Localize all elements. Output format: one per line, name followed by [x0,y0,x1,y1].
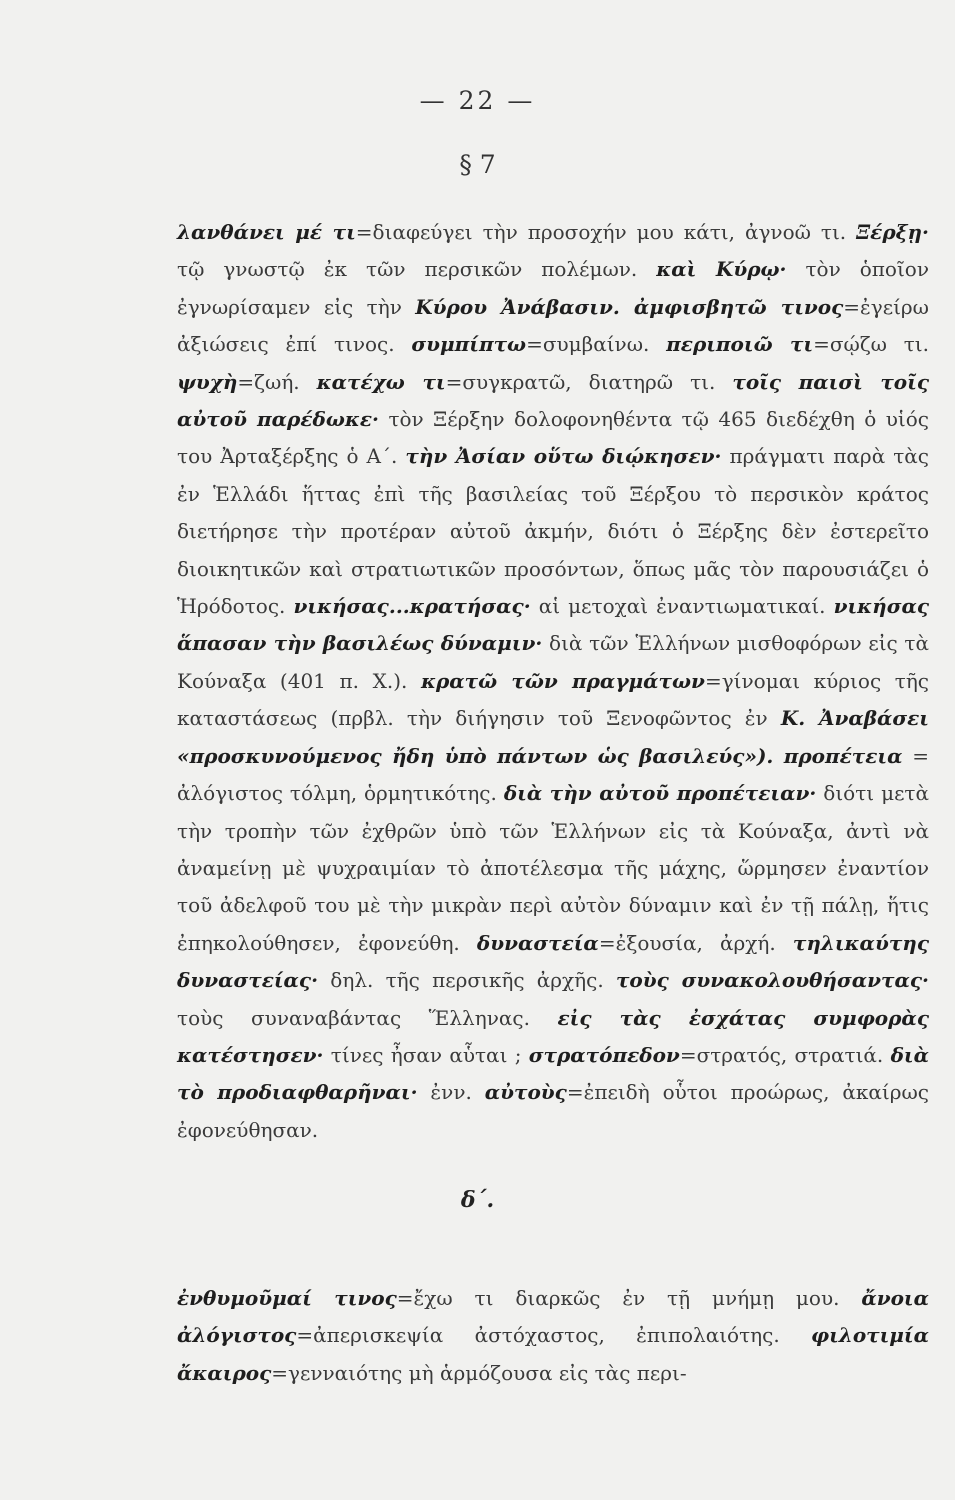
lemma-term: αὐτοὺς [484,1080,567,1105]
gloss-text: =ἐξουσία, ἀρχή. [598,930,793,955]
lemma-term: τὴν Ἀσίαν οὕτω διῴκησεν· [405,444,722,469]
lemma-term: λανθάνει μέ τι [177,220,356,244]
gloss-text: =γίνομαι κύριος τῆς καταστάσεως (πρβλ. τὴν διήγησιν τοῦ Ξενοφῶντος ἐν [177,668,929,731]
lemma-term: κατέχω τι [316,369,446,394]
gloss-text: =ἔχω τι διαρκῶς ἐν τῇ μνήμῃ μου. [396,1286,862,1310]
section-heading: § 7 [459,150,496,179]
gloss-text: =ἐπειδὴ οὗτοι προώρως, ἀκαίρως ἐφονεύθησαν. [177,1080,929,1142]
gloss-text: =γενναιότης μὴ ἁρμόζουσα εἰς τὰς περι- [271,1360,687,1385]
gloss-text: δηλ. τῆς περσικῆς ἀρχῆς. [318,968,616,993]
page-number: — 22 — [419,86,536,115]
gloss-text: = ἀλόγιστος τόλμη, ὁρμητικότης. [177,743,929,806]
lemma-term: περιποιῶ τι [666,332,814,357]
gloss-text: πράγματι παρὰ τὰς ἐν Ἑλλάδι ἥττας ἐπὶ τῆς βασιλείας τοῦ Ξέρξου τὸ περσικὸν κράτος διετήρησε τὴν προτέραν αὐτοῦ ἀκμήν, διότι ὁ Ξέρξης δὲν ἐστερεῖτο διοικητικῶν καὶ στρατιωτικῶν προσόντων, ὅπως μᾶς τὸν παρουσιάζει ὁ Ἡρόδοτος. [177,444,930,619]
lemma-term: ἄνοια ἀλόγιστος [177,1286,929,1348]
gloss-text: =ζωή. [237,369,317,394]
lemma-term: τοὺς συνακολουθήσαντας· [615,968,929,993]
lemma-term: συμπίπτω [411,332,527,357]
gloss-text: =στρατός, στρατιά. [679,1042,891,1067]
lemma-term: τοῖς παισὶ τοῖς αὐτοῦ παρέδωκε· [177,369,929,432]
lemma-term: καὶ Κύρῳ· [656,257,787,282]
gloss-text: διότι μετὰ τὴν τροπὴν τῶν ἐχθρῶν ὑπὸ τῶν Ἑλλήνων εἰς τὰ Κούναξα, ἀντὶ νὰ ἀναμείνῃ μὲ ψυχραιμίαν τὸ ἀποτέλεσμα τῆς μάχης, ὥρμησεν ἐναντίον τοῦ ἀδελφοῦ του μὲ τὴν μικρὰν περὶ αὐτὸν δύναμιν καὶ ἐν τῇ πάλῃ, ἥτις ἐπηκολούθησεν, ἐφονεύθη. [177,781,930,955]
gloss-text: =ἐγείρω ἀξιώσεις ἐπί τινος. [177,294,929,357]
lemma-term: διὰ τὴν αὐτοῦ προπέτειαν· [503,781,817,806]
lemma-term: φιλοτιμία ἄκαιρος [177,1323,929,1385]
commentary-text-2 [177,1280,929,1392]
gloss-text: =ἀπερισκεψία ἀστόχαστος, ἐπιπολαιότης. [296,1323,812,1348]
lemma-term: στρατόπεδον [528,1042,680,1067]
lemma-term: δυναστεία [476,930,599,955]
subsection-heading: δ΄. [460,1187,495,1213]
gloss-text: διὰ τῶν Ἑλλήνων μισθοφόρων εἰς τὰ Κούναξα (401 π. Χ.). [177,631,930,693]
gloss-text: =συγκρατῶ, διατηρῶ τι. [445,369,733,394]
gloss-text: αἱ μετοχαὶ ἐναντιωματικαί. [530,594,834,619]
lemma-term: ἐνθυμοῦμαί τινος [177,1286,397,1310]
lemma-term: τηλικαύτης δυναστείας· [177,930,929,993]
lemma-term: διὰ τὸ προδιαφθαρῆναι· [177,1042,929,1105]
commentary-text [177,214,929,1149]
gloss-text: =σῴζω τι. [813,332,929,357]
lemma-term: Ξέρξῃ· [856,220,929,244]
gloss-text: τῷ γνωστῷ ἐκ τῶν περσικῶν πολέμων. [177,257,657,282]
lemma-term: Κ. Ἀναβάσει «προσκυνούμενος ἤδη ὑπὸ πάντων ὡς βασιλεύς»). προπέτεια [177,706,929,768]
lemma-term: νικήσας ἅπασαν τὴν βασιλέως δύναμιν· [177,594,930,656]
gloss-text: =συμβαίνω. [526,332,667,357]
gloss-text: =διαφεύγει τὴν προσοχήν μου κάτι, ἀγνοῶ τι. [355,220,857,244]
gloss-text: τοὺς συναναβάντας Ἕλληνας. [177,1005,558,1030]
commentary-paragraph [177,214,929,1149]
gloss-text: τὸν Ξέρξην δολοφονηθέντα τῷ 465 διεδέχθη ὁ υἱός του Ἀρταξέρξης ὁ Α΄. [177,407,929,469]
lemma-term: Κύρου Ἀνάβασιν. ἀμφισβητῶ τινος [415,294,844,319]
gloss-text: τίνες ἦσαν αὗται ; [323,1042,529,1067]
gloss-text: ἐνν. [417,1080,485,1105]
lemma-term: ψυχὴ [177,369,238,394]
commentary-paragraph-2 [177,1280,929,1392]
lemma-term: εἰς τὰς ἐσχάτας συμφορὰς κατέστησεν· [177,1005,930,1067]
lemma-term: νικήσας...κρατήσας· [293,594,531,619]
lemma-term: κρατῶ τῶν πραγμάτων [421,668,705,693]
gloss-text: τὸν ὁποῖον ἐγνωρίσαμεν εἰς τὴν [177,257,930,319]
